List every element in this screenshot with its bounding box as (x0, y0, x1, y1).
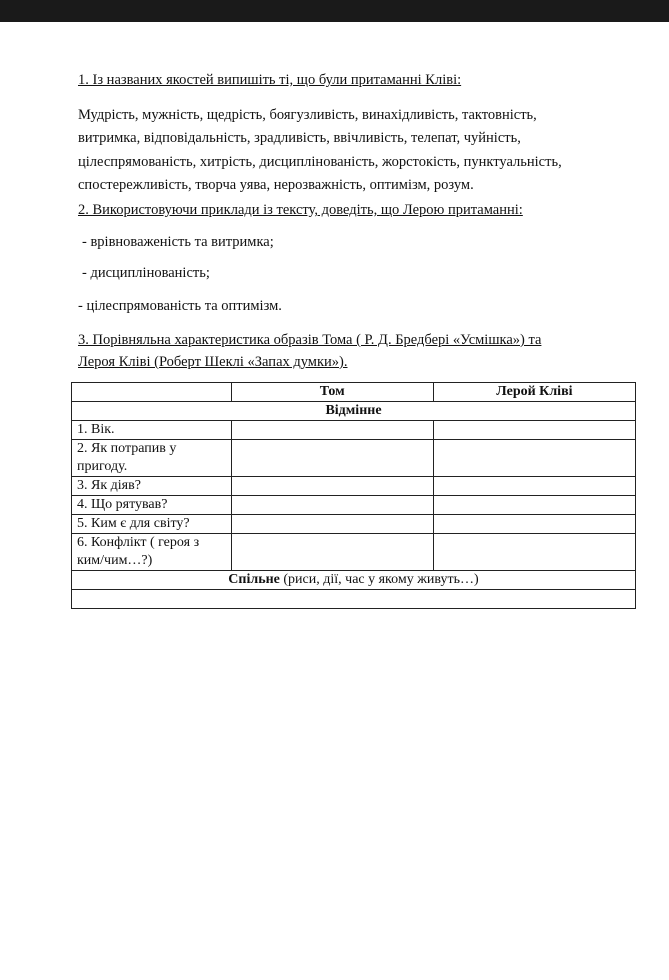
row-label: 1. Вік. (72, 421, 232, 440)
qualities-line: спостережливість, творча уява, нерозважність, оптимізм, розум. (78, 176, 474, 193)
tom-cell (231, 421, 433, 440)
leroy-cell (433, 421, 635, 440)
row-label: 4. Що рятував? (72, 496, 232, 515)
qualities-line: цілеспрямованість, хитрість, дисциплінованість, жорстокість, пунктуальність, (78, 153, 562, 170)
tom-cell (231, 534, 433, 571)
tom-cell (231, 477, 433, 496)
section-differences: Відмінне (72, 402, 636, 421)
common-answer-row (72, 590, 636, 609)
row-label: 2. Як потрапив у пригоду. (72, 440, 232, 477)
section-row-common (72, 571, 636, 590)
header-leroy: Лерой Кліві (433, 383, 635, 402)
leroy-cell (433, 496, 635, 515)
table-row (72, 534, 636, 571)
table-row (72, 515, 636, 534)
table-row (72, 421, 636, 440)
tom-cell (231, 515, 433, 534)
table-header-row (72, 383, 636, 402)
comparison-table (71, 382, 636, 609)
table-row (72, 440, 636, 477)
qualities-list (78, 104, 638, 197)
trait-item: - цілеспрямованість та оптимізм. (78, 298, 282, 314)
section-row-differences (72, 402, 636, 421)
row-label: 5. Ким є для світу? (72, 515, 232, 534)
leroy-cell (433, 515, 635, 534)
leroy-cell (433, 534, 635, 571)
question-3-title-line1: 3. Порівняльна характеристика образів Тома ( Р. Д. Бредбері «Усмішка») та (78, 332, 542, 348)
question-1-title: 1. Із названих якостей випишіть ті, що були притаманні Кліві: (78, 72, 462, 88)
table-row (72, 496, 636, 515)
question-3-title-line2: Лероя Кліві (Роберт Шеклі «Запах думки»). (78, 354, 348, 370)
tom-cell (231, 440, 433, 477)
table-row (72, 477, 636, 496)
row-label: 3. Як діяв? (72, 477, 232, 496)
tom-cell (231, 496, 433, 515)
leroy-cell (433, 477, 635, 496)
header-empty-cell (72, 383, 232, 402)
trait-item: - врівноваженість та витримка; (82, 234, 274, 250)
header-tom: Том (231, 383, 433, 402)
section-common (72, 571, 636, 590)
row-label: 6. Конфлікт ( героя з ким/чим…?) (72, 534, 232, 571)
section-common-label: Спільне (228, 572, 280, 587)
leroy-cell (433, 440, 635, 477)
qualities-line: Мудрість, мужність, щедрість, боягузливість, винахідливість, тактовність, (78, 107, 537, 123)
section-common-note: (риси, дії, час у якому живуть…) (279, 572, 479, 587)
top-dark-bar (0, 0, 669, 22)
question-2-title: 2. Використовуючи приклади із тексту, доведіть, що Лерою притаманні: (78, 202, 523, 218)
qualities-line: витримка, відповідальність, зрадливість, ввічливість, телепат, чуйність, (78, 130, 521, 147)
common-answer-cell (72, 590, 636, 609)
trait-item: - дисциплінованість; (82, 265, 210, 281)
